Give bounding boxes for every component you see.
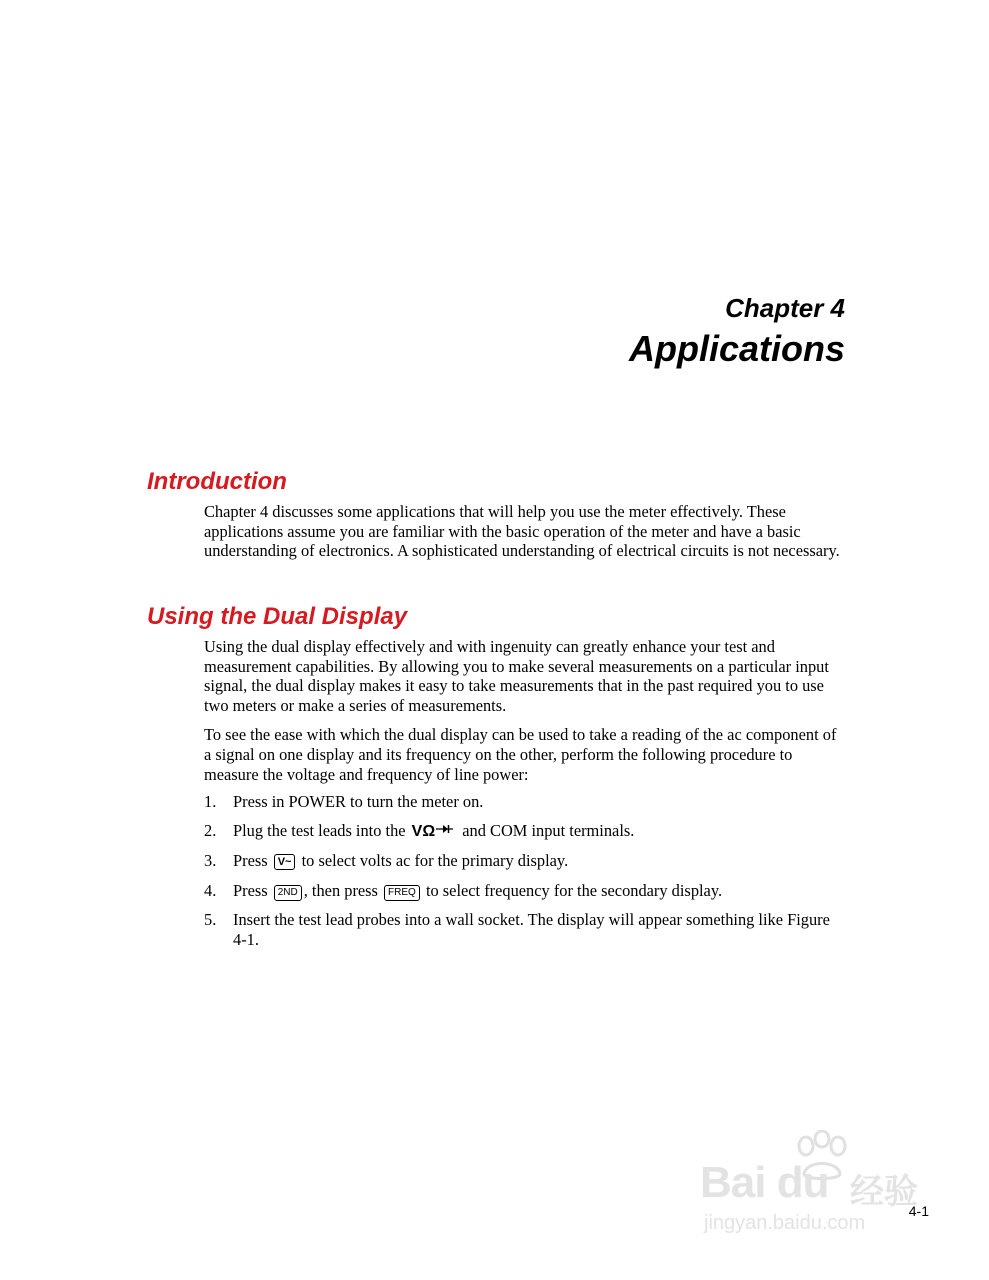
step-text (233, 851, 844, 871)
input-terminal-symbol (412, 822, 455, 842)
page-number: 4-1 (908, 1203, 929, 1219)
section-heading-dual-display: Using the Dual Display (147, 603, 408, 630)
chapter-header (629, 292, 845, 370)
step-text-post: to select frequency for the secondary display. (425, 880, 723, 900)
section-heading-introduction: Introduction (147, 468, 287, 495)
watermark-brand: Bai du (700, 1158, 829, 1207)
step-text (233, 881, 844, 901)
paragraph: To see the ease with which the dual display can be used to take a reading of the ac component of a signal on one display and its frequency on the other, perform the following procedure to measure the voltage and frequency of line power: (204, 725, 837, 784)
step-number: 3. (204, 851, 217, 871)
terminal-label: VΩ (411, 823, 436, 841)
list-item (204, 821, 844, 842)
watermark-cn: 经验 (850, 1173, 918, 1211)
freq-key-icon: FREQ (384, 885, 420, 901)
list-item (204, 881, 844, 901)
procedure-steps (204, 792, 844, 959)
list-item (204, 792, 844, 812)
paragraph: Chapter 4 discusses some applications that will help you use the meter effectively. These applications assume you are familiar with the basic operation of the meter and have a basic understanding of electronics. A sophisticated understanding of electrical circuits is not necessary. (204, 502, 840, 561)
chapter-number: Chapter 4 (725, 293, 845, 323)
second-key-icon: 2ND (274, 885, 302, 901)
paragraph: Using the dual display effectively and with ingenuity can greatly enhance your test and measurement capabilities. By allowing you to make several measurements on a particular input signal, the dual display makes it easy to take measurements that in the past required you to use two meters or make a series of measurements. (204, 637, 829, 715)
step-text-pre: Plug the test leads into the (233, 821, 406, 841)
step-text (233, 821, 844, 842)
volts-ac-key-icon: V~ (274, 854, 296, 870)
watermark (700, 1130, 940, 1240)
introduction-body (204, 502, 844, 561)
step-text-post: and COM input terminals. (462, 821, 635, 841)
step-number: 2. (204, 821, 217, 841)
chapter-title: Applications (628, 328, 845, 369)
list-item (204, 910, 844, 949)
watermark-url: jingyan.baidu.com (704, 1212, 866, 1234)
step-text-pre: Press (233, 880, 268, 900)
step-number: 4. (204, 880, 217, 900)
step-number: 5. (204, 910, 217, 930)
step-number: 1. (204, 792, 217, 811)
step-text-post: to select volts ac for the primary display. (301, 851, 569, 871)
step-text: Insert the test lead probes into a wall socket. The display will appear something like Figure 4-1. (233, 910, 830, 949)
step-text-pre: Press (233, 851, 268, 871)
step-text-mid: , then press (303, 880, 378, 900)
list-item (204, 851, 844, 871)
dual-display-body (204, 637, 844, 784)
diode-icon (436, 824, 454, 834)
step-text: Press in POWER to turn the meter on. (233, 792, 484, 811)
